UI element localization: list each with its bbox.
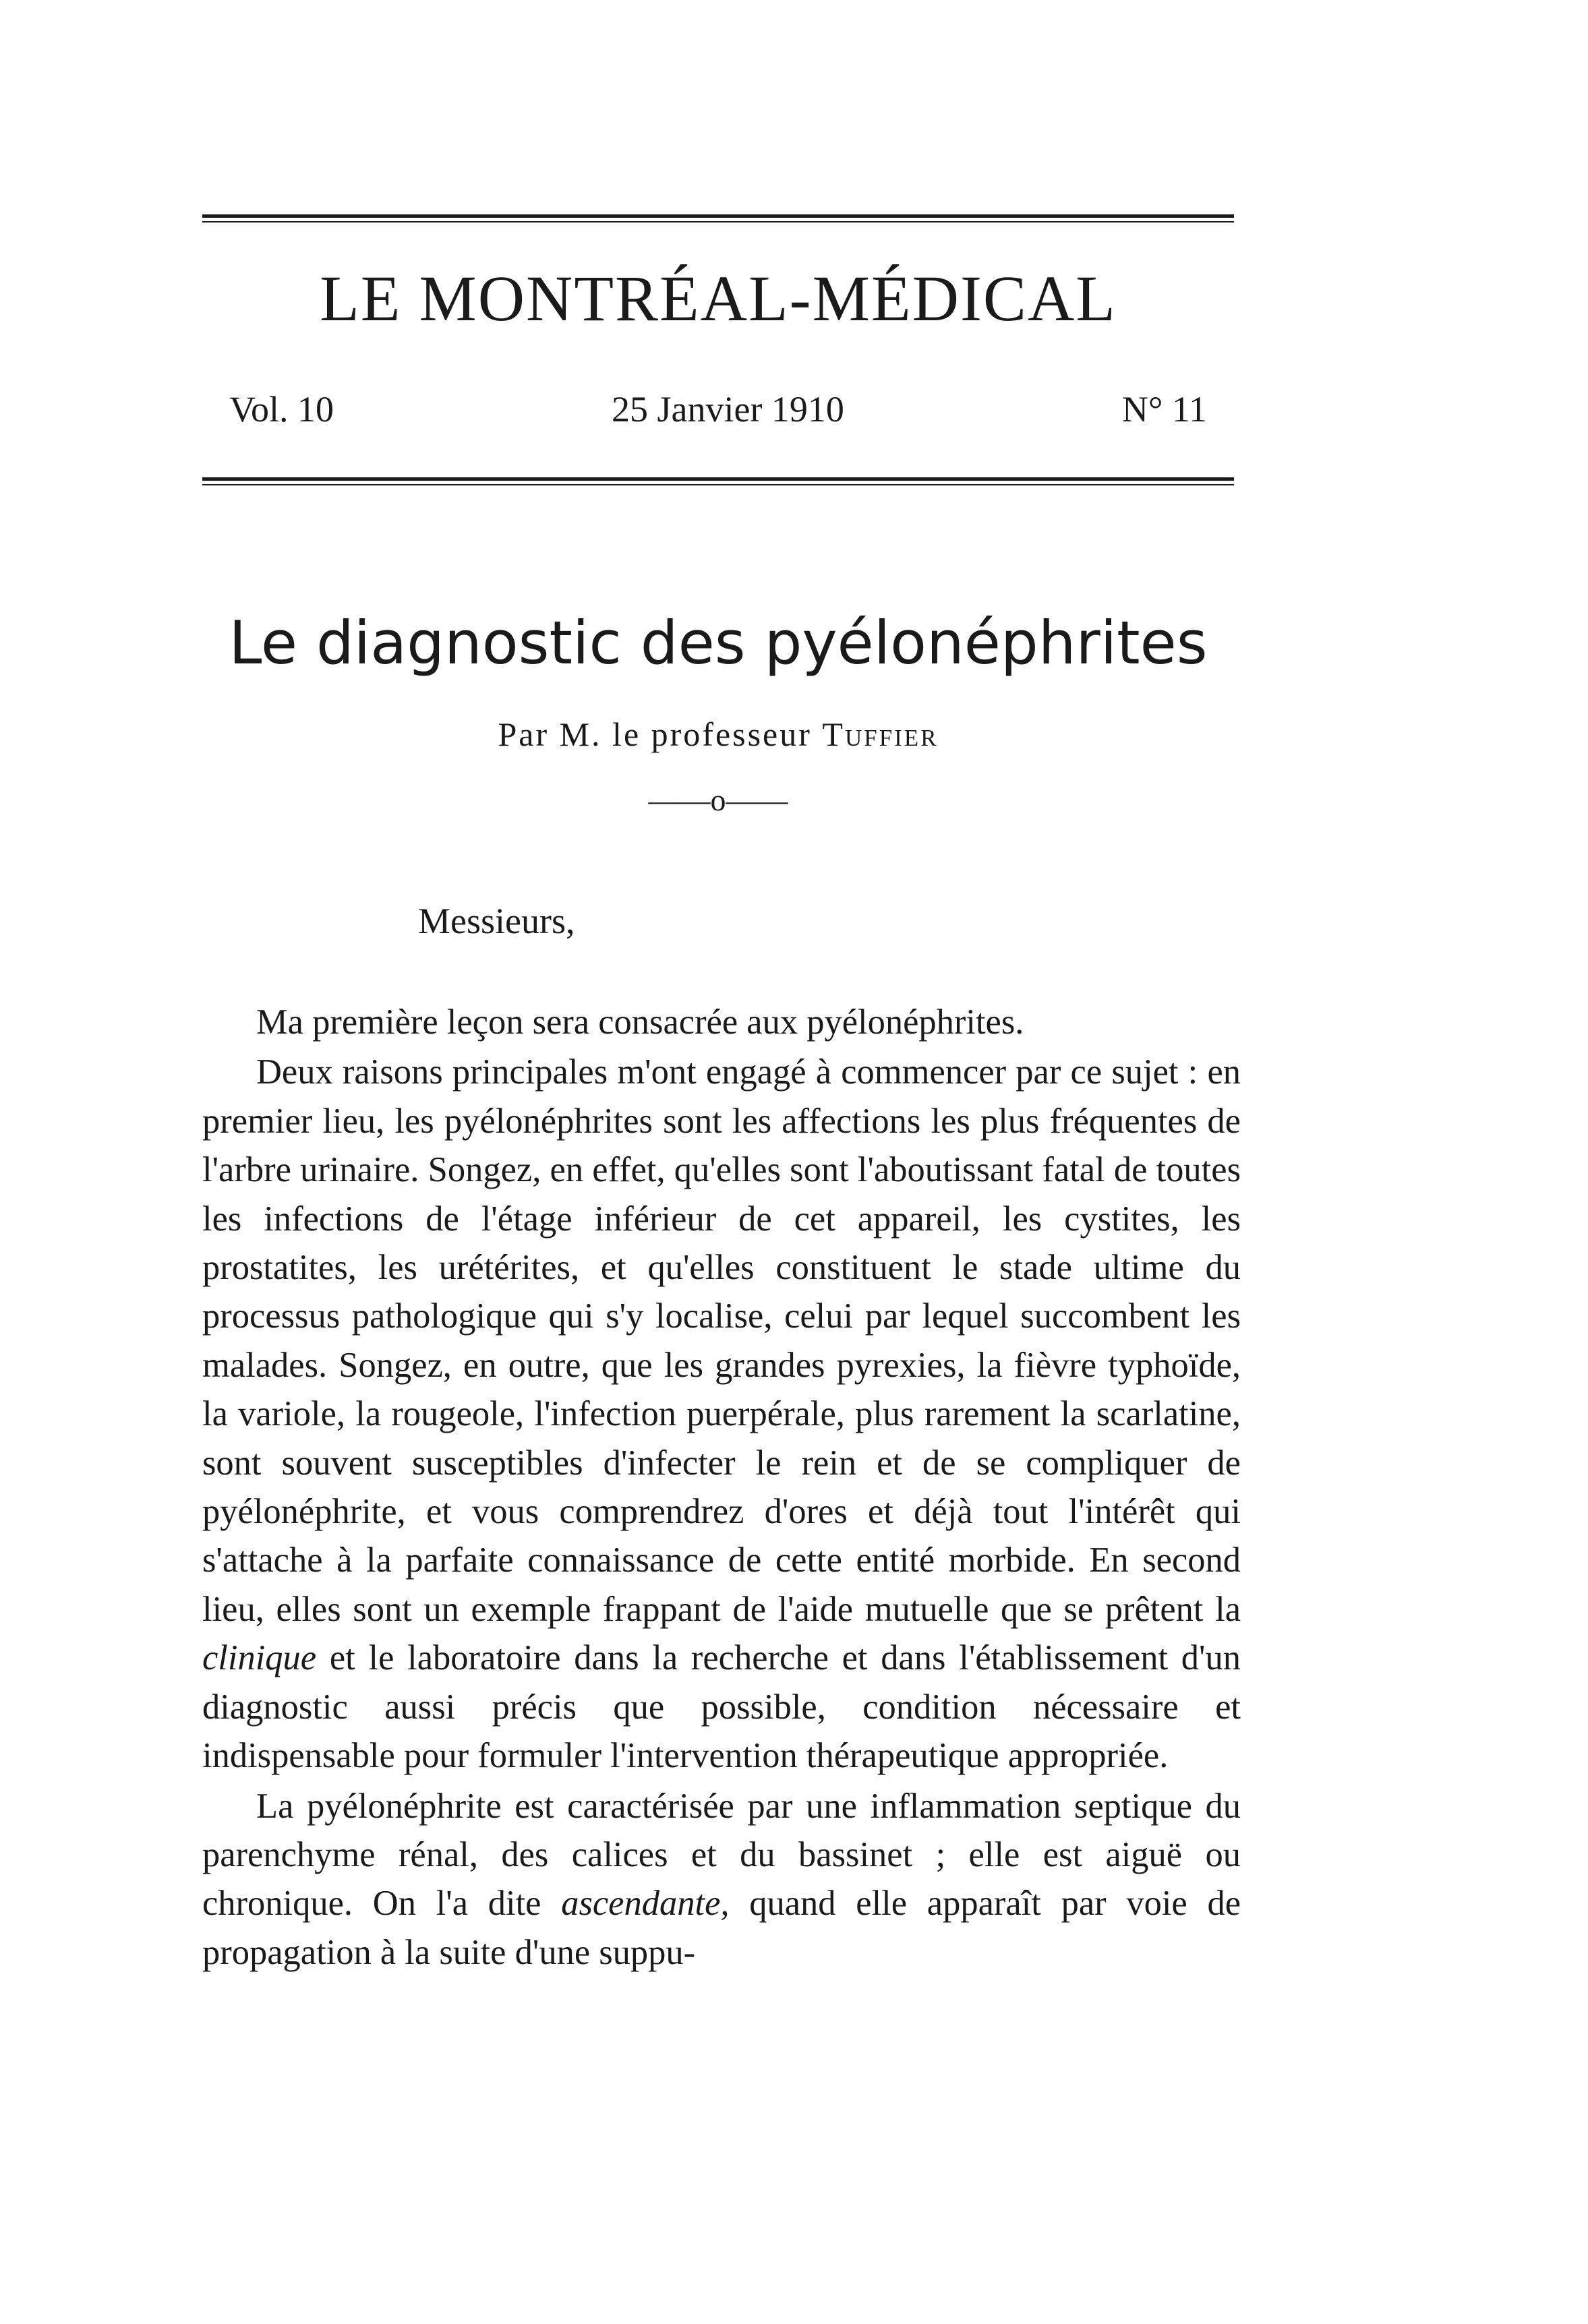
header-rule-bottom (202, 477, 1234, 485)
paragraph-3-text-b: quand elle apparaît par voie de propagation à la suite d'une suppu- (202, 1884, 1241, 1972)
paragraph-2-emphasis: clinique (202, 1638, 317, 1678)
paragraph-1: Ma première leçon sera consacrée aux pyélonéphrites. (256, 1003, 1024, 1042)
journal-title: LE MONTRÉAL-MÉDICAL (320, 262, 1117, 334)
byline (202, 715, 1234, 754)
issue-info-row (229, 391, 1207, 427)
byline-prefix: Par M. le professeur (498, 715, 812, 753)
article-body (202, 998, 1241, 1977)
paragraph-2 (202, 1048, 1241, 1780)
issue-number: N° 11 (1121, 389, 1207, 429)
salutation: Messieurs, (418, 901, 575, 941)
header-rule-top (202, 214, 1234, 222)
issue-date: 25 Janvier 1910 (612, 389, 844, 429)
paragraph-2-text-b: et le laboratoire dans la recherche et dans l'établissement d'un diagnostic aussi précis que possible, condition nécessaire et indispensable pour formuler l'intervention thérapeutique appropriée. (202, 1638, 1241, 1776)
paragraph-2-text-a: Deux raisons principales m'ont engagé à commencer par ce sujet : en premier lieu, les pyélonéphrites sont les affections les plus fréquentes de l'arbre urinaire. Songez, en effet, qu'elles sont l'aboutissant fatal de toutes les infections de l'étage inférieur de cet appareil, les cystites, les prostatites, les urétérites, et qu'elles constituent le stade ultime du processus pathologique qui s'y localise, celui par lequel succombent les malades. Songez, en outre, que les grandes pyrexies, la fièvre typhoïde, la variole, la rougeole, l'infection puerpérale, plus rarement la scarlatine, sont souvent susceptibles d'infecter le rein et de se compliquer de pyélonéphrite, et vous comprendrez d'ores et déjà tout l'intérêt qui s'attache à la parfaite connaissance de cette entité morbide. En second lieu, elles sont un exemple frappant de l'aide mutuelle que se prêtent la (202, 1052, 1241, 1629)
section-divider: ——o—— (648, 783, 788, 817)
paragraph-3-emphasis: ascendante, (561, 1884, 730, 1924)
paragraph-3 (202, 1782, 1241, 1977)
volume: Vol. 10 (229, 389, 334, 429)
article-title: Le diagnostic des pyélonéphrites (229, 608, 1208, 678)
author-name: Tuffier (822, 715, 939, 753)
paragraph-3-text-a: La pyélonéphrite est caractérisée par une inflammation septique du parenchyme rénal, des calices et du bassinet ; elle est aiguë ou chronique. On l'a dite (202, 1786, 1241, 1924)
